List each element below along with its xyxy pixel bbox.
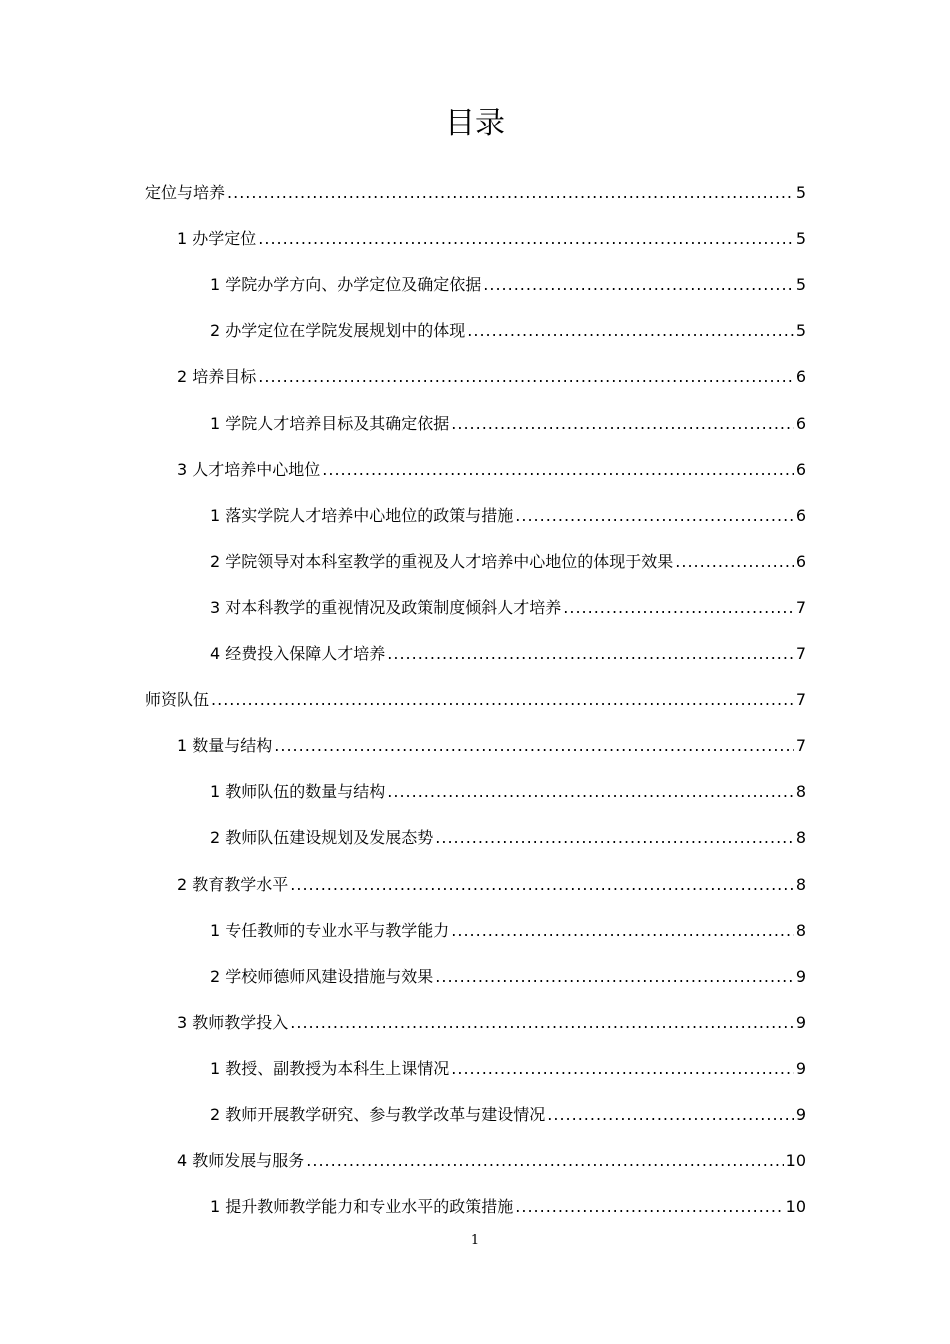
toc-entry[interactable] [145, 178, 806, 208]
toc-entry-page: 5 [795, 275, 806, 295]
toc-entry[interactable] [210, 593, 806, 623]
toc-entry-label: 1 学院办学方向、办学定位及确定依据 [210, 275, 482, 295]
toc-dot-leader [258, 362, 794, 392]
toc-entry-label: 1 学院人才培养目标及其确定依据 [210, 413, 450, 433]
toc-entry-page: 10 [785, 1197, 806, 1217]
toc-entry-label: 4 经费投入保障人才培养 [210, 644, 386, 663]
toc-entry-page: 9 [795, 1105, 806, 1124]
toc-entry-page: 7 [795, 644, 806, 663]
toc-entry-label: 1 数量与结构 [177, 736, 273, 756]
toc-dot-leader [515, 501, 794, 531]
toc-dot-leader [515, 1192, 783, 1222]
toc-entry[interactable] [210, 501, 806, 531]
toc-entry[interactable] [210, 409, 806, 439]
toc-entry-label: 1 办学定位 [177, 229, 257, 249]
toc-entry[interactable] [210, 916, 806, 946]
toc-entry-page: 7 [795, 690, 806, 710]
toc-entry-page: 9 [795, 1012, 806, 1032]
toc-entry-page: 8 [795, 920, 806, 940]
toc-entry-page: 6 [795, 505, 806, 525]
toc-dot-leader [306, 1146, 783, 1176]
toc-entry-label: 1 专任教师的专业水平与教学能力 [210, 920, 450, 940]
toc-dot-leader [211, 685, 794, 715]
toc-entry-page: 9 [795, 966, 806, 986]
toc-entry-label: 2 学校师德师风建设措施与效果 [210, 966, 434, 986]
toc-entry[interactable] [210, 270, 806, 300]
toc-entry-page: 6 [795, 551, 806, 571]
toc-entry-page: 5 [795, 183, 806, 202]
toc-entry-label: 定位与培养 [145, 183, 226, 202]
toc-dot-leader [387, 639, 794, 669]
toc-entry-page: 8 [795, 828, 806, 848]
toc-entry[interactable] [210, 1192, 806, 1222]
toc-entry-page: 7 [795, 736, 806, 756]
toc-entry[interactable] [210, 1054, 806, 1084]
toc-entry[interactable] [210, 823, 806, 853]
toc-entry-page: 9 [795, 1058, 806, 1078]
toc-dot-leader [451, 916, 794, 946]
toc-entry[interactable] [210, 316, 806, 346]
toc-entry-page: 6 [795, 459, 806, 479]
toc-dot-leader [274, 731, 794, 761]
toc-entry-page: 7 [795, 597, 806, 617]
toc-entry[interactable] [177, 870, 806, 900]
toc-dot-leader [322, 455, 794, 485]
toc-entry[interactable] [210, 639, 806, 669]
toc-entry-page: 5 [795, 321, 806, 341]
toc-entry[interactable] [177, 1008, 806, 1038]
toc-entry-label: 1 提升教师教学能力和专业水平的政策措施 [210, 1197, 514, 1217]
toc-entry[interactable] [210, 962, 806, 992]
toc-entry-label: 2 教育教学水平 [177, 874, 289, 894]
toc-entry-label: 2 教师开展教学研究、参与教学改革与建设情况 [210, 1105, 546, 1124]
toc-dot-leader [290, 1008, 794, 1038]
toc-entry[interactable] [145, 685, 806, 715]
toc-dot-leader [258, 224, 794, 254]
toc-entry-label: 2 培养目标 [177, 367, 257, 387]
toc-entry[interactable] [177, 1146, 806, 1176]
toc-dot-leader [547, 1100, 794, 1130]
toc-entry-label: 4 教师发展与服务 [177, 1151, 305, 1171]
toc-entry-label: 2 教师队伍建设规划及发展态势 [210, 828, 434, 848]
toc-entry-label: 1 落实学院人才培养中心地位的政策与措施 [210, 505, 514, 525]
toc-entry[interactable] [210, 547, 806, 577]
toc-entry-page: 10 [785, 1151, 806, 1171]
toc-dot-leader [435, 962, 794, 992]
toc-entry-label: 3 人才培养中心地位 [177, 459, 321, 479]
toc-entry[interactable] [210, 1100, 806, 1130]
toc-entry-label: 1 教师队伍的数量与结构 [210, 782, 386, 802]
toc-entry-page: 8 [795, 874, 806, 894]
toc-dot-leader [387, 777, 794, 807]
toc-entry-page: 5 [795, 229, 806, 249]
toc-entry[interactable] [177, 224, 806, 254]
page-title: 目录 [445, 106, 505, 141]
toc-entry-label: 3 对本科教学的重视情况及政策制度倾斜人才培养 [210, 597, 562, 617]
toc-dot-leader [483, 270, 794, 300]
toc-entry-page: 6 [795, 413, 806, 433]
toc-dot-leader [451, 409, 794, 439]
toc-entry[interactable] [177, 362, 806, 392]
toc-entry[interactable] [210, 777, 806, 807]
toc-entry-label: 师资队伍 [145, 690, 210, 710]
toc-entry-page: 6 [795, 367, 806, 387]
toc-entry-page: 8 [795, 782, 806, 802]
toc-entry[interactable] [177, 731, 806, 761]
toc-dot-leader [451, 1054, 794, 1084]
toc-dot-leader [290, 870, 794, 900]
page-number: 1 [470, 1233, 480, 1248]
toc-dot-leader [563, 593, 794, 623]
toc-entry-label: 2 办学定位在学院发展规划中的体现 [210, 321, 466, 341]
toc-dot-leader [675, 547, 794, 577]
toc-entry-label: 1 教授、副教授为本科生上课情况 [210, 1058, 450, 1078]
toc-entry-label: 2 学院领导对本科室教学的重视及人才培养中心地位的体现于效果 [210, 551, 674, 571]
toc-dot-leader [467, 316, 794, 346]
toc-entry-label: 3 教师教学投入 [177, 1012, 289, 1032]
toc-dot-leader [435, 823, 794, 853]
toc-dot-leader [227, 178, 794, 208]
toc-entry[interactable] [177, 455, 806, 485]
